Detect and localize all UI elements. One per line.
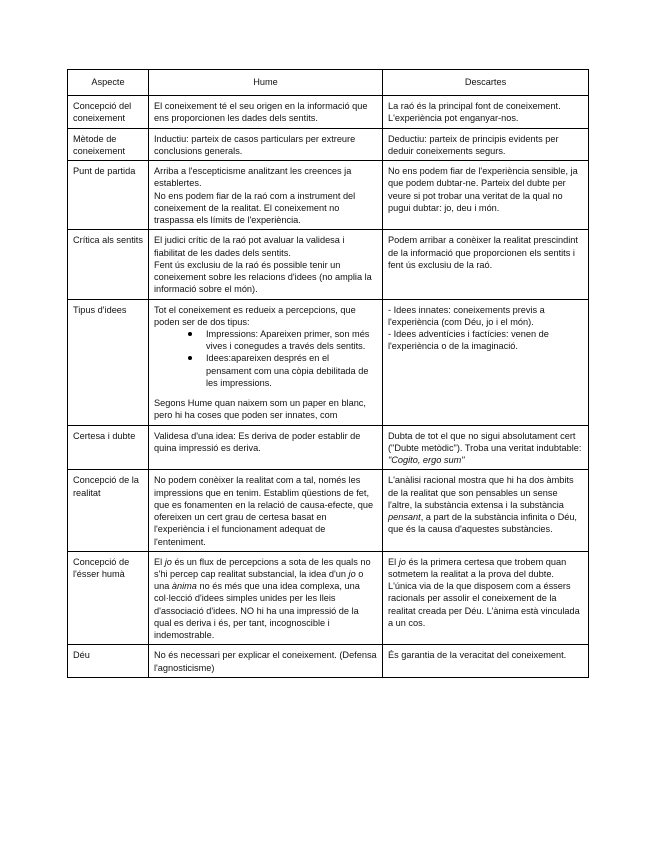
descartes-cell: No ens podem fiar de l'experiència sensible, ja que podem dubtar-ne. Parteix del dubte per veure si pot trobar una veritat de la qual no pugui dubtar: jo, deu i món. (383, 161, 589, 230)
hume-cell: No podem conèixer la realitat com a tal, només les impressions que en tenim. Establim qüestions de fet, que es fonamenten en la relació de causa-efecte, que ofereixen un cert grau de certesa basat en l'experiència i el funcionament adequat de l'enteniment. (149, 470, 383, 551)
descartes-cell (383, 551, 589, 645)
hume-cell: Inductiu: parteix de casos particulars per extreure conclusions generals. (149, 128, 383, 160)
hume-paragraph: Arriba a l'escepticisme analitzant les creences ja establertes. (154, 166, 352, 189)
hume-cell (149, 161, 383, 230)
aspect-cell: Crítica als sentits (68, 230, 149, 299)
row-concepcio-coneixement (68, 96, 589, 128)
aspect-cell: Punt de partida (68, 161, 149, 230)
hume-text: o una (154, 568, 364, 592)
hume-text: és un flux de percepcions a sota de les quals no s'hi percep cap realitat substancial, la idea d'un (154, 556, 371, 579)
descartes-emphasis: jo (398, 556, 406, 567)
hume-cell: Validesa d'una idea: Es deriva de poder establir de quina impressió es deriva. (149, 425, 383, 470)
aspect-cell: Concepció de la realitat (68, 470, 149, 551)
descartes-cell: Podem arribar a conèixer la realitat prescindint de la informació que proporcionen els sentits i fent ús exclusiu de la raó. (383, 230, 589, 299)
hume-cell (149, 299, 383, 425)
descartes-text: , a part de la substància infinita o Déu, que és la causa d'aquestes substàncies. (388, 512, 577, 535)
hume-text: El (154, 556, 165, 567)
aspect-cell: Mètode de coneixement (68, 128, 149, 160)
row-punt-partida (68, 161, 589, 230)
cogito-quote: "Cogito, ergo sum" (388, 455, 465, 466)
descartes-cell (383, 425, 589, 470)
descartes-cell: La raó és la principal font de coneixement. L'experiència pot enganyar-nos. (383, 96, 589, 128)
hume-paragraph: No ens podem fiar de la raó com a instrument del coneixement de la realitat. El coneixement no traspassa els límits de l'experiència. (154, 190, 356, 226)
header-hume: Hume (149, 70, 383, 96)
hume-paragraph: Fent ús exclusiu de la raó és possible tenir un coneixement sobre les relacions d'idees (no amplia la informació sobre el món). (154, 259, 372, 295)
hume-paragraph: Segons Hume quan naixem som un paper en blanc, pero hi ha coses que poden ser innates, com (154, 398, 366, 421)
hume-cell (149, 230, 383, 299)
header-aspect: Aspecte (68, 70, 149, 96)
descartes-cell: És garantia de la veracitat del coneixement. (383, 645, 589, 677)
aspect-cell: Concepció del coneixement (68, 96, 149, 128)
hume-paragraph: Tot el coneixement es redueix a percepcions, que poden ser de dos tipus: (154, 304, 356, 327)
aspect-cell: Tipus d'idees (68, 299, 149, 425)
hume-cell: El coneixement té el seu origen en la informació que ens proporcionen les dades dels sentits. (149, 96, 383, 128)
descartes-paragraph: - Idees innates: coneixements previs a l'experiència (com Déu, jo i el món). (388, 304, 545, 327)
row-deu (68, 645, 589, 677)
hume-text: no és més que una idea complexa, una col·lecció d'idees simples unides per les lleis d'associació d'idees. NO hi ha una impressió de la qual es deriva i és, per tant, incognoscible i indemostrable. (154, 581, 360, 641)
hume-emphasis: ànima (171, 581, 197, 592)
descartes-emphasis: pensant (388, 512, 421, 523)
aspect-cell: Certesa i dubte (68, 425, 149, 470)
descartes-cell: Deductiu: parteix de principis evidents per deduir coneixements segurs. (383, 128, 589, 160)
list-item: Idees:apareixen després en el pensament com una còpia debilitada de les impressions. (196, 352, 377, 389)
hume-emphasis: jo (348, 568, 356, 579)
descartes-text: Dubta de tot el que no sigui absolutament cert ("Dubte metòdic"). Troba una veritat indubtable: (388, 430, 582, 453)
row-concepcio-realitat (68, 470, 589, 551)
row-tipus-idees (68, 299, 589, 425)
hume-cell (149, 551, 383, 645)
comparison-table (67, 69, 589, 678)
descartes-cell (383, 470, 589, 551)
header-row (68, 70, 589, 96)
row-metode (68, 128, 589, 160)
perception-types-list (154, 328, 377, 389)
row-critica-sentits (68, 230, 589, 299)
descartes-text: El (388, 556, 399, 567)
descartes-text: és la primera certesa que trobem quan sotmetem la realitat a la prova del dubte. L'única via de la que disposem com a éssers racionals per assolir el coneixement de la realitat creada per Déu. L'ànima està vinculada a un cos. (388, 556, 580, 628)
header-descartes: Descartes (383, 70, 589, 96)
aspect-cell: Déu (68, 645, 149, 677)
hume-paragraph: El judici crític de la raó pot avaluar la validesa i fiabilitat de les dades dels sentits. (154, 235, 345, 258)
aspect-cell: Concepció de l'ésser humà (68, 551, 149, 645)
row-certesa-dubte (68, 425, 589, 470)
descartes-text: L'anàlisi racional mostra que hi ha dos àmbits de la realitat que son pensables un sense l'altre, la substància extensa i la substància (388, 475, 574, 510)
hume-cell: No és necessari per explicar el coneixement. (Defensa l'agnosticisme) (149, 645, 383, 677)
list-item: Impressions: Apareixen primer, son més vives i conegudes a través dels sentits. (196, 328, 377, 352)
hume-emphasis: jo (164, 556, 172, 567)
row-concepcio-esser-huma (68, 551, 589, 645)
descartes-cell (383, 299, 589, 425)
descartes-paragraph: - Idees adventícies i factícies: venen de l'experiència o de la imaginació. (388, 328, 549, 352)
